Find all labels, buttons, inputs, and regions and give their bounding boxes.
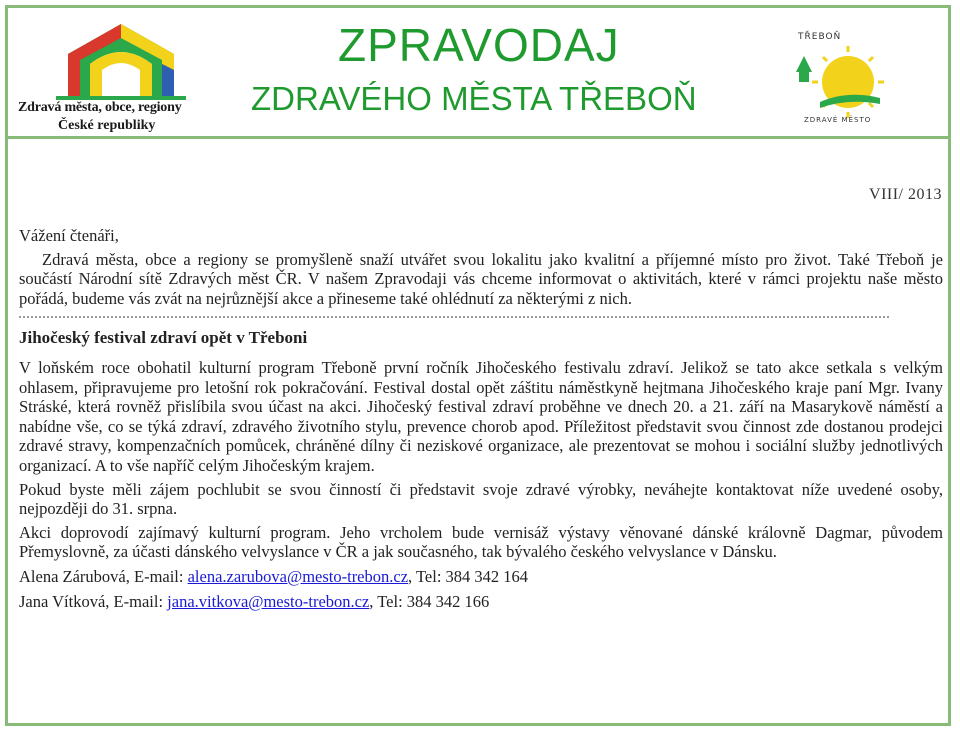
arch-logo-icon [56,18,186,102]
logo-left-line2: České republiky [58,118,156,133]
article-paragraph-3: Akci doprovodí zajímavý kulturní program. Jeho vrcholem bude vernisáž výstavy věnované dánské královně Dagmar, původem Přemyslovně, za účasti dánského velvyslance v ČR a jak současného, tak bývalého českého velvyslance v Dánsku. [19,522,943,562]
contact-line-1 [19,567,943,587]
logo-left-line1: Zdravá města, obce, regiony [18,100,182,115]
contact-tel: , Tel: 384 342 166 [369,591,490,611]
article-paragraph-2: Pokud byste měli zájem pochlubit se svou činností či představit svoje zdravé výrobky, neváhejte kontaktovat níže uvedené osoby, nejpozději do 31. srpna. [19,479,943,519]
sun-logo-icon [790,32,890,128]
article-paragraph-1: V loňském roce obohatil kulturní program Třeboně první ročník Jihočeského festivalu zdraví. Jelikož se tato akce setkala s velkým ohlasem, připravujeme pro letošní rok pokračování. Festival dostal opět záštitu náměstkyně hejtmana Jihočeského kraje paní Mgr. Ivany Stráské, která rovněž přislíbila svou účast na akci. Jihočeský festival zdraví proběhne ve dnech 20. a 21. září na Masarykově náměstí a nabídne vše, co se týká zdraví, zdravého životního stylu, prevence chorob apod. Příležitost představit svou činnost zde dostanou prodejci zdravé stravy, kompenzačních pomůcek, chráněné dílny či neziskové organizace, ale prezentovat se mohou i sociální služby jednotlivých organizací. A to vše napříč celým Jihočeským krajem. [19,357,943,475]
contact-line-2 [19,592,943,612]
newsletter-header [8,8,948,139]
contact-tel: , Tel: 384 342 164 [408,566,529,586]
contact-email-link[interactable]: jana.vitkova@mesto-trebon.cz [167,591,370,611]
greeting: Vážení čtenáři, [19,226,119,245]
article-title: Jihočeský festival zdraví opět v Třeboni [19,328,308,348]
issue-number: VIII/ 2013 [869,186,942,203]
logo-right-top: TŘEBOŇ [798,32,842,42]
newsletter-title: ZPRAVODAJ [338,19,620,71]
contact-email-link[interactable]: alena.zarubova@mesto-trebon.cz [187,566,409,586]
trebon-healthy-city-logo [790,32,890,128]
contact-name: Alena Zárubová, E-mail: [19,566,188,586]
newsletter-subtitle: ZDRAVÉHO MĚSTA TŘEBOŇ [251,80,697,117]
newsletter-body [19,226,943,611]
healthy-cities-logo [18,14,223,138]
dotted-divider [19,314,889,318]
contact-name: Jana Vítková, E-mail: [19,591,168,611]
logo-right-bottom: ZDRAVÉ MĚSTO [804,116,872,124]
intro-paragraph: Zdravá města, obce a regiony se promyšleně snaží utvářet svou lokalitu jako kvalitní a příjemné místo pro život. Také Třeboň je součástí Národní sítě Zdravých měst ČR. V našem Zpravodaji vás chceme informovat o aktivitách, které v rámci projektu naše město pořádá, budeme vás zvát na nejrůznější akce a přineseme také ohlédnutí za některými z nich. [19,249,943,308]
